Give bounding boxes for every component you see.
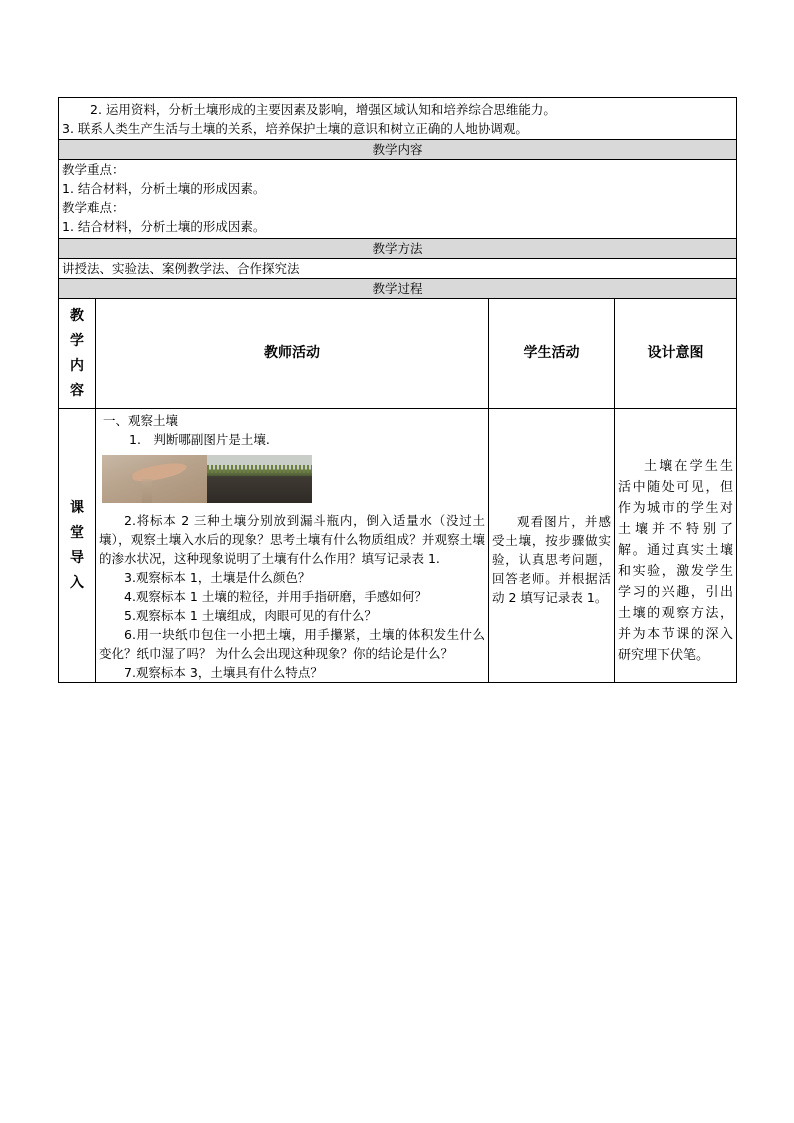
- objective-2: 2. 运用资料，分析土壤形成的主要因素及影响，增强区域认知和培养综合思维能力。: [90, 102, 556, 117]
- col-content-header: 教 学 内 容: [59, 299, 96, 409]
- teacher-q7: 7.观察标本 3，土壤具有什么特点？: [124, 665, 323, 680]
- teacher-q2: 2.将标本 2 三种土壤分别放到漏斗瓶内，倒入适量水（没过土壤），观察土壤入水后的现象？思考土壤有什么物质组成？并观察土壤的渗水状况，这种现象说明了土壤有什么作用？填写记录表 1.: [99, 513, 485, 566]
- row-label: 课 堂 导 入: [59, 409, 96, 683]
- col-teacher-header: 教师活动: [96, 299, 489, 409]
- key-point-item: 1. 结合材料，分析土壤的形成因素。: [62, 181, 266, 196]
- soil-profile-photo: [207, 455, 312, 503]
- soil-photos: [102, 455, 485, 503]
- difficult-points-label: 教学难点：: [62, 200, 125, 215]
- intro-row: [59, 409, 737, 683]
- lesson-plan-table: [58, 97, 737, 683]
- col-design-header: 设计意图: [615, 299, 737, 409]
- method-header-row: [59, 239, 737, 259]
- content-header: 教学内容: [59, 140, 737, 160]
- content-header-row: [59, 140, 737, 160]
- design-intent: 土壤在学生生活中随处可见，但作为城市的学生对土壤并不特别了解。通过真实土壤和实验，激发学生学习的兴趣，引出土壤的观察方法，并为本节课的深入研究埋下伏笔。: [615, 409, 737, 683]
- method-text: 讲授法、实验法、案例教学法、合作探究法: [59, 259, 737, 279]
- teacher-q5: 5.观察标本 1 土壤组成，肉眼可见的有什么？: [124, 608, 377, 623]
- key-points-label: 教学重点：: [62, 162, 125, 177]
- teacher-q6: 6.用一块纸巾包住一小把土壤，用手攥紧，土壤的体积发生什么变化？纸巾湿了吗？ 为什么会出现这种现象？你的结论是什么？: [99, 627, 485, 661]
- difficult-point-item: 1. 结合材料，分析土壤的形成因素。: [62, 219, 266, 234]
- process-header: 教学过程: [59, 279, 737, 299]
- objectives-row: [59, 98, 737, 140]
- student-activity: 观看图片，并感受土壤，按步骤做实验，认真思考问题，回答老师。并根据活动 2 填写记录表 1。: [489, 409, 615, 683]
- process-header-row: [59, 279, 737, 299]
- objective-3: 3. 联系人类生产生活与土壤的关系，培养保护土壤的意识和树立正确的人地协调观。: [62, 121, 528, 136]
- col-student-header: 学生活动: [489, 299, 615, 409]
- lesson-plan-page: [58, 97, 736, 683]
- teacher-q4: 4.观察标本 1 土壤的粒径，并用手指研磨，手感如何？: [124, 589, 427, 604]
- teacher-q1: 1. 判断哪副图片是土壤.: [129, 432, 270, 447]
- column-header-row: [59, 299, 737, 409]
- teacher-activity: [96, 409, 489, 683]
- method-header: 教学方法: [59, 239, 737, 259]
- content-row: [59, 160, 737, 239]
- teacher-q3: 3.观察标本 1，土壤是什么颜色？: [124, 570, 311, 585]
- sand-photo: [102, 455, 207, 503]
- teacher-heading: 一、观察土壤: [103, 413, 179, 428]
- method-row: [59, 259, 737, 279]
